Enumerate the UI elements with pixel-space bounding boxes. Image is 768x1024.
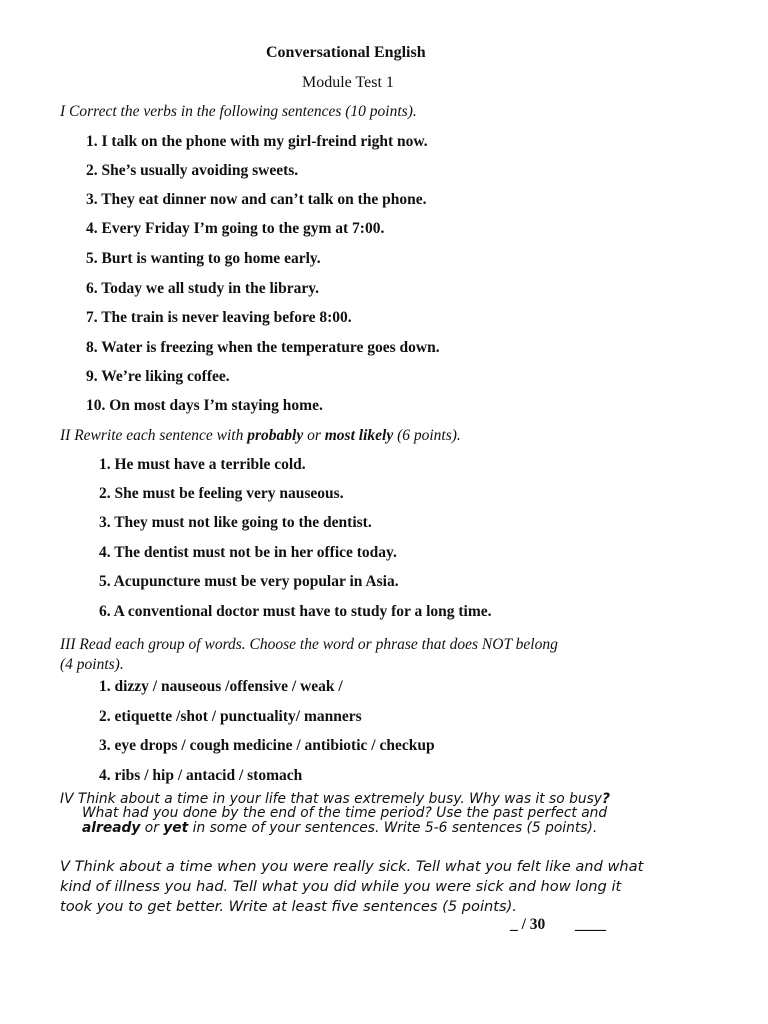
- list-item: 8. Water is freezing when the temperature goes down.: [86, 339, 440, 356]
- list-item: 4. The dentist must not be in her office today.: [99, 544, 397, 561]
- list-item: 1. He must have a terrible cold.: [99, 456, 306, 473]
- list-item: 1. I talk on the phone with my girl-freind right now.: [86, 133, 428, 150]
- list-item: 9. We’re liking coffee.: [86, 368, 230, 385]
- section-2-instruction-pre: II Rewrite each sentence with: [60, 427, 248, 444]
- list-item: 4. Every Friday I’m going to the gym at 7:00.: [86, 220, 385, 237]
- list-item: 4. ribs / hip / antacid / stomach: [99, 767, 303, 784]
- section-1-instruction: I Correct the verbs in the following sentences (10 points).: [60, 103, 417, 120]
- list-item: 2. She’s usually avoiding sweets.: [86, 162, 299, 179]
- page-subtitle: Module Test 1: [302, 74, 394, 91]
- keyword-already: already: [82, 820, 141, 836]
- list-item: 5. Acupuncture must be very popular in Asia.: [99, 573, 399, 590]
- list-item: 3. eye drops / cough medicine / antibiotic / checkup: [99, 737, 435, 754]
- section-5-instruction-line-3: took you to get better. Write at least five sentences (5 points).: [60, 898, 517, 915]
- section-4-instruction-line-3: already or yet in some of your sentences. Write 5-6 sentences (5 points).: [82, 820, 598, 836]
- list-item: 2. etiquette /shot / punctuality/ manners: [99, 708, 362, 725]
- section-3-instruction-line-1: III Read each group of words. Choose the word or phrase that does NOT belong: [60, 636, 558, 653]
- section-2-instruction: [60, 427, 461, 445]
- keyword-yet: yet: [163, 820, 189, 836]
- list-item: 2. She must be feeling very nauseous.: [99, 485, 344, 502]
- page-title: Conversational English: [266, 44, 426, 61]
- section-5-instruction-line-1: V Think about a time when you were really sick. Tell what you felt like and what: [60, 858, 644, 875]
- section-5-instruction-line-2: kind of illness you had. Tell what you did while you were sick and how long it: [60, 878, 622, 895]
- list-item: 6. Today we all study in the library.: [86, 280, 319, 297]
- list-item: 6. A conventional doctor must have to study for a long time.: [99, 603, 492, 620]
- keyword-most-likely: most likely: [324, 427, 394, 444]
- score-blank: ____: [575, 916, 606, 933]
- keyword-probably: probably: [247, 427, 304, 444]
- list-item: 5. Burt is wanting to go home early.: [86, 250, 321, 267]
- section-4-instruction-line-2: What had you done by the end of the time period? Use the past perfect and: [82, 805, 608, 821]
- list-item: 3. They eat dinner now and can’t talk on the phone.: [86, 191, 427, 208]
- section-4-instruction-line-1: IV Think about a time in your life that was extremely busy. Why was it so busy?: [60, 791, 610, 807]
- section-2-instruction-post: (6 points).: [393, 427, 461, 444]
- list-item: 3. They must not like going to the dentist.: [99, 514, 372, 531]
- list-item: 1. dizzy / nauseous /offensive / weak /: [99, 678, 343, 695]
- section-2-instruction-mid: or: [303, 427, 325, 444]
- question-mark: ?: [601, 791, 610, 807]
- list-item: 7. The train is never leaving before 8:00.: [86, 309, 352, 326]
- list-item: 10. On most days I’m staying home.: [86, 397, 323, 414]
- section-3-instruction-line-2: (4 points).: [60, 656, 124, 673]
- score-total: _ / 30: [510, 916, 546, 933]
